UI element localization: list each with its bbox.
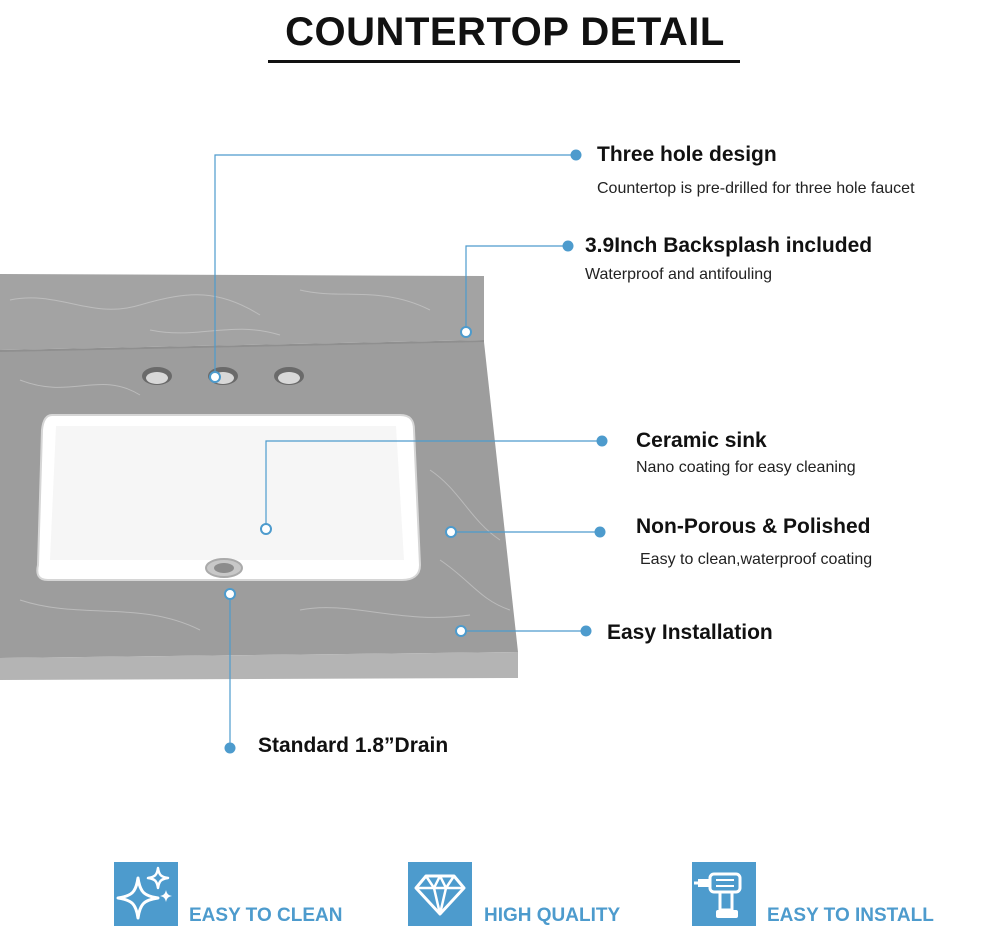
feature-subtitle-backsplash: Waterproof and antifouling [585,266,773,283]
feature-title-easy-installation: Easy Installation [607,621,773,644]
badge-label-easy-to-install: EASY TO INSTALL [767,905,934,926]
badge-label-easy-to-clean: EASY TO CLEAN [189,905,343,926]
backsplash [0,274,484,350]
feature-title-three-hole: Three hole design [597,143,777,166]
feature-title-non-porous: Non-Porous & Polished [636,515,871,538]
diamond-icon [408,862,472,926]
feature-title-backsplash: 3.9Inch Backsplash included [585,234,873,257]
feature-subtitle-three-hole: Countertop is pre-drilled for three hole faucet [597,180,915,197]
feature-title-ceramic-sink: Ceramic sink [636,429,767,452]
feature-title-drain: Standard 1.8”Drain [258,734,449,757]
feature-subtitle-ceramic-sink: Nano coating for easy cleaning [636,459,856,476]
badge-label-high-quality: HIGH QUALITY [484,905,621,926]
sparkle-icon [114,862,178,926]
drill-icon [692,862,756,926]
feature-subtitle-non-porous: Easy to clean,waterproof coating [640,551,873,568]
page-title: COUNTERTOP DETAIL [285,10,725,54]
